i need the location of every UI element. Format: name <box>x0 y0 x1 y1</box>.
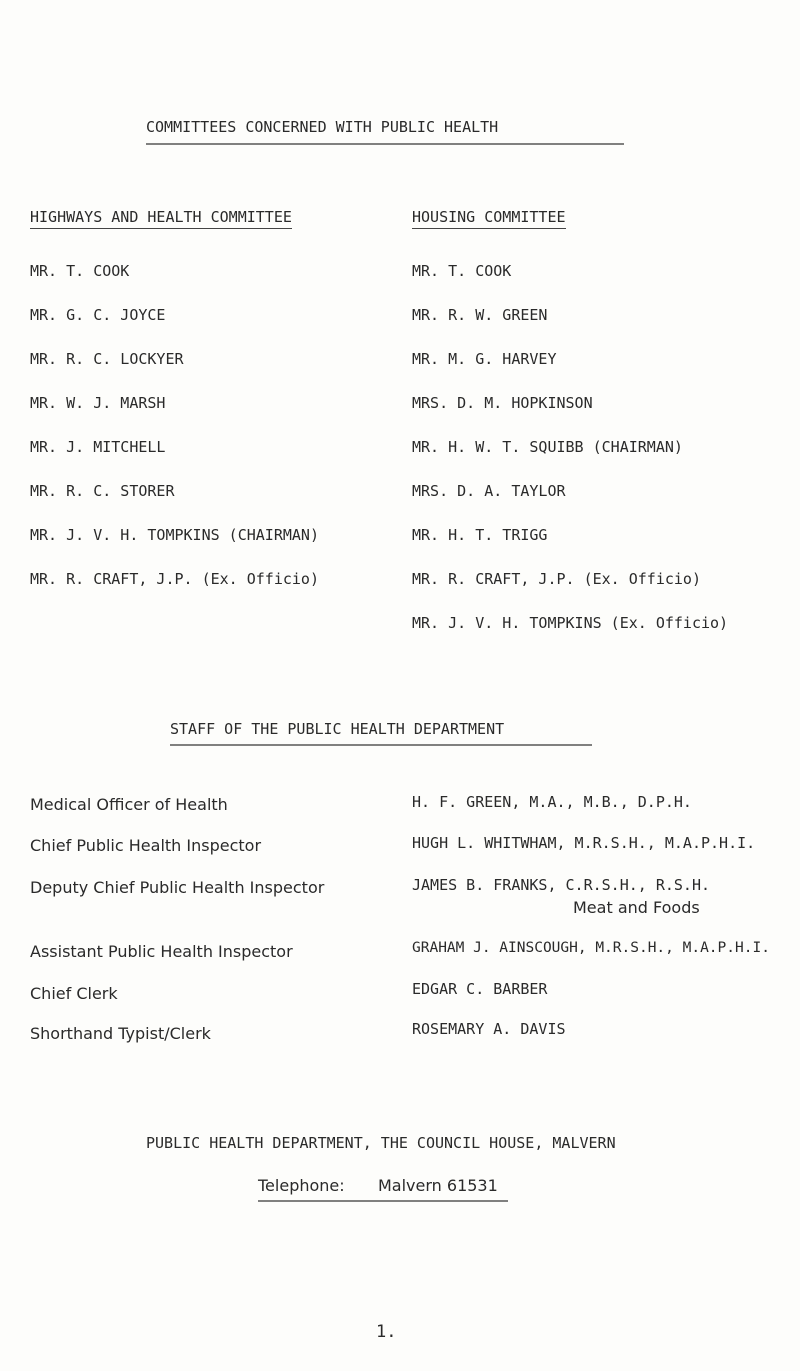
staff-role: Shorthand Typist/Clerk <box>30 1024 211 1043</box>
highways-member: MR. W. J. MARSH <box>30 394 166 412</box>
staff-name: GRAHAM J. AINSCOUGH, M.R.S.H., M.A.P.H.I. <box>412 940 770 956</box>
housing-member: MR. H. W. T. SQUIBB (CHAIRMAN) <box>412 438 683 456</box>
staff-name: ROSEMARY A. DAVIS <box>412 1020 566 1038</box>
housing-member: MR. R. CRAFT, J.P. (Ex. Officio) <box>412 570 701 588</box>
highways-member: MR. J. V. H. TOMPKINS (CHAIRMAN) <box>30 526 319 544</box>
staff-role: Chief Public Health Inspector <box>30 836 262 855</box>
staff-name: HUGH L. WHITWHAM, M.R.S.H., M.A.P.H.I. <box>412 834 756 852</box>
housing-member: MRS. D. A. TAYLOR <box>412 482 566 500</box>
staff-role: Deputy Chief Public Health Inspector <box>30 878 325 897</box>
staff-role: Medical Officer of Health <box>30 795 228 814</box>
page-title: COMMITTEES CONCERNED WITH PUBLIC HEALTH <box>146 118 499 136</box>
housing-member: MR. H. T. TRIGG <box>412 526 548 544</box>
highways-member: MR. R. C. LOCKYER <box>30 350 184 368</box>
staff-name: EDGAR C. BARBER <box>412 980 548 998</box>
staff-name: JAMES B. FRANKS, C.R.S.H., R.S.H. <box>412 876 711 894</box>
staff-heading: STAFF OF THE PUBLIC HEALTH DEPARTMENT <box>170 720 505 738</box>
department-address: PUBLIC HEALTH DEPARTMENT, THE COUNCIL HOUSE, MALVERN <box>146 1134 616 1152</box>
staff-extra: Meat and Foods <box>573 898 700 917</box>
housing-member: MR. T. COOK <box>412 262 512 280</box>
highways-member: MR. J. MITCHELL <box>30 438 166 456</box>
housing-member: MR. R. W. GREEN <box>412 306 548 324</box>
highways-member: MR. R. C. STORER <box>30 482 175 500</box>
telephone-value: Malvern 61531 <box>378 1176 498 1195</box>
highways-member: MR. T. COOK <box>30 262 130 280</box>
housing-member: MRS. D. M. HOPKINSON <box>412 394 593 412</box>
telephone-label: Telephone: <box>258 1176 345 1195</box>
highways-member: MR. R. CRAFT, J.P. (Ex. Officio) <box>30 570 319 588</box>
footer-rule <box>258 1200 508 1202</box>
housing-committee-heading: HOUSING COMMITTEE <box>412 208 566 229</box>
highways-committee-heading: HIGHWAYS AND HEALTH COMMITTEE <box>30 208 292 229</box>
housing-member: MR. J. V. H. TOMPKINS (Ex. Officio) <box>412 614 729 632</box>
title-rule <box>146 143 624 145</box>
page-number: 1. <box>376 1322 397 1342</box>
housing-member: MR. M. G. HARVEY <box>412 350 557 368</box>
staff-name: H. F. GREEN, M.A., M.B., D.P.H. <box>412 793 692 811</box>
staff-rule <box>170 744 592 746</box>
highways-member: MR. G. C. JOYCE <box>30 306 166 324</box>
staff-role: Assistant Public Health Inspector <box>30 942 293 961</box>
staff-role: Chief Clerk <box>30 984 118 1003</box>
